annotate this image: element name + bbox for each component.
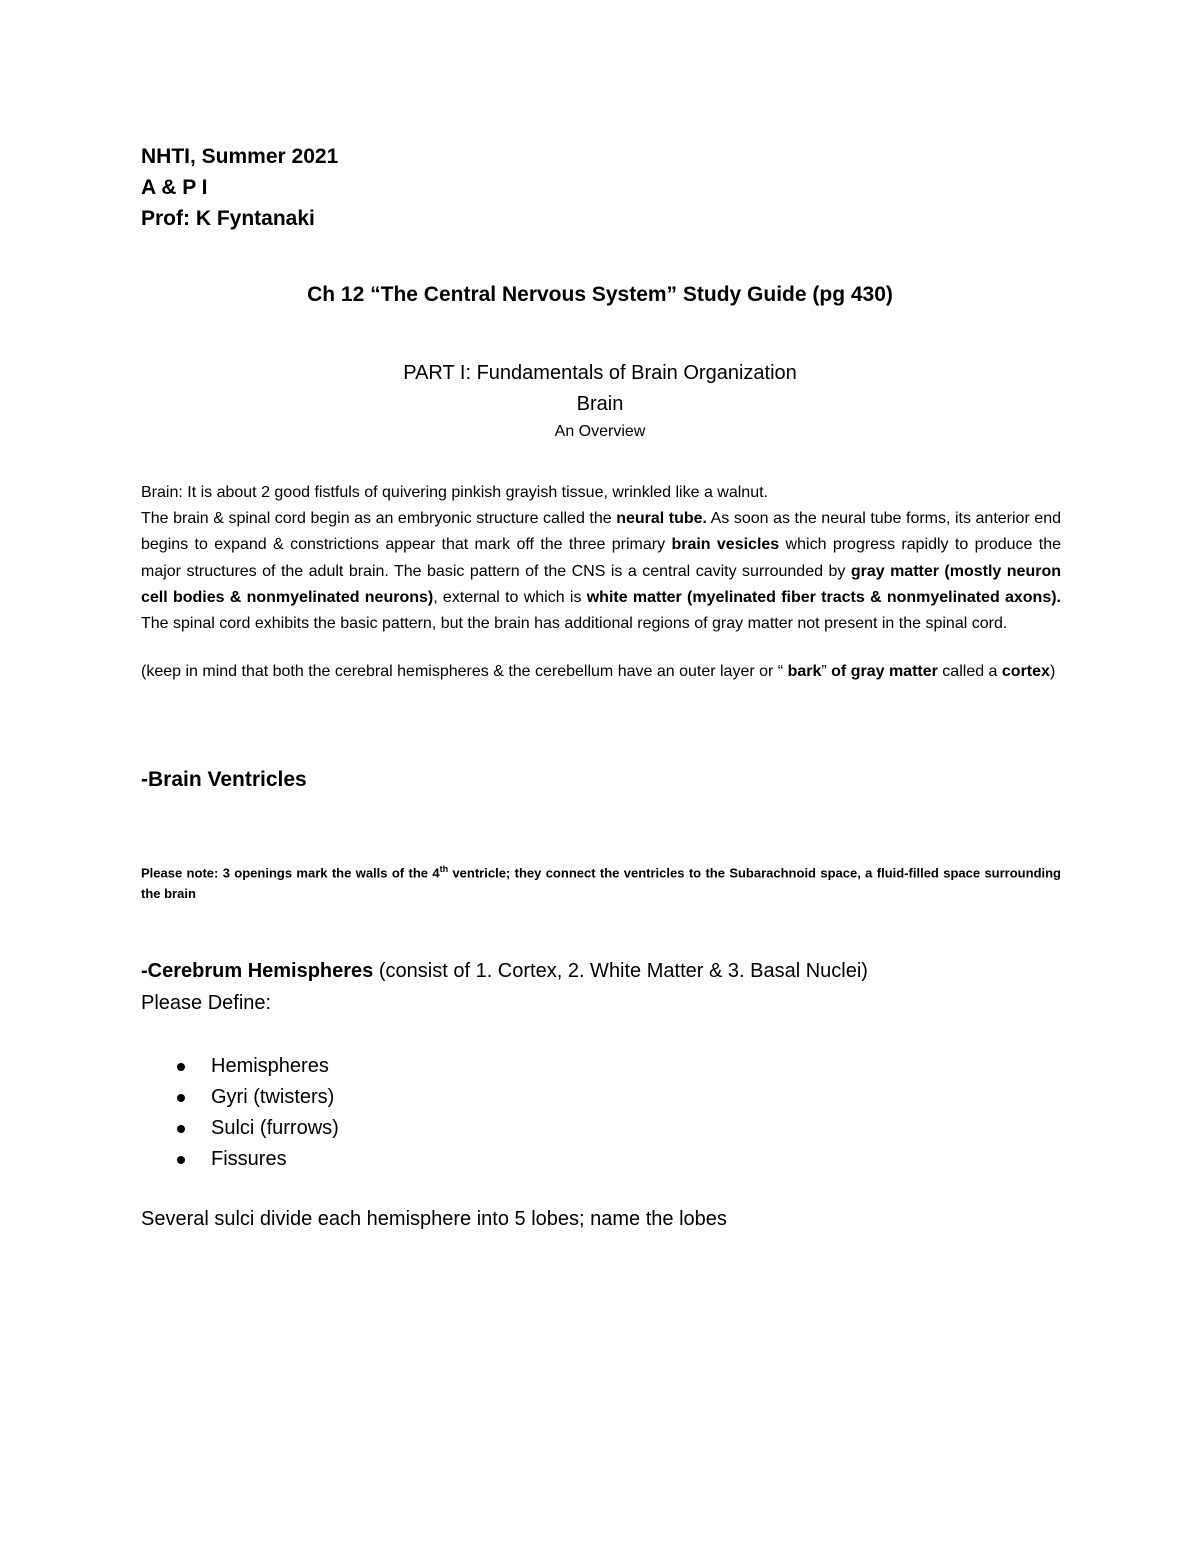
list-item xyxy=(141,1144,339,1175)
terms-list xyxy=(141,1051,339,1175)
text-run: which progress rapidly to produce the major structures of the adult brain. The basic pattern of the CNS is a central cavity surrounded by xyxy=(141,536,1062,580)
section-heading: Brain xyxy=(576,393,624,415)
text-run: Please note: 3 openings mark the walls of the 4 xyxy=(141,865,440,881)
term-white-matter: white matter (myelinated fiber tracts & nonmyelinated axons). xyxy=(586,588,1062,606)
term-label: Fissures xyxy=(211,1148,287,1170)
term-label: Sulci (furrows) xyxy=(211,1117,339,1139)
intro-paragraph-1: Brain: It is about 2 good fistfuls of quivering pinkish grayish tissue, wrinkled like a walnut. xyxy=(141,484,768,501)
list-item xyxy=(141,1051,339,1082)
term-cortex: cortex xyxy=(1001,663,1050,680)
text-run: called a xyxy=(937,663,1002,680)
term-gray-matter: gray matter (mostly neuron cell bodies & nonmyelinated neurons) xyxy=(141,562,1062,606)
brain-ventricles-heading: -Brain Ventricles xyxy=(141,768,307,791)
list-item xyxy=(141,1082,339,1113)
term-label: Hemispheres xyxy=(211,1055,329,1077)
bullet-icon xyxy=(177,1125,185,1133)
text-run: , external to which is xyxy=(433,588,587,606)
text-run: The brain & spinal cord begin as an embryonic structure called the xyxy=(141,510,617,527)
header-professor: Prof: K Fyntanaki xyxy=(141,207,315,230)
list-item xyxy=(141,1113,339,1144)
part-heading: PART I: Fundamentals of Brain Organization xyxy=(403,362,797,384)
term-brain-vesicles: brain vesicles xyxy=(671,536,780,554)
text-run: (keep in mind that both the cerebral hemispheres & the cerebellum have an outer layer or “ xyxy=(141,663,788,680)
header-course: A & P I xyxy=(141,176,208,199)
term-neural-tube: neural tube. xyxy=(616,510,707,527)
ventricles-note xyxy=(141,859,1061,904)
bullet-icon xyxy=(177,1156,185,1164)
cerebrum-heading-rest: (consist of 1. Cortex, 2. White Matter & 3. Basal Nuclei) xyxy=(373,960,868,982)
term-of-gray-matter: of gray matter xyxy=(831,663,938,680)
lobes-prompt: Several sulci divide each hemisphere into 5 lobes; name the lobes xyxy=(141,1208,727,1230)
superscript: th xyxy=(439,864,449,874)
cerebrum-heading-bold: -Cerebrum Hemispheres xyxy=(141,960,374,982)
subsection-heading: An Overview xyxy=(554,423,646,440)
text-run: ) xyxy=(1049,663,1056,680)
text-run: ventricle; they connect the ventricles to the Subarachnoid space, a fluid-filled space surrounding the brain xyxy=(141,865,1062,902)
header-institution-term: NHTI, Summer 2021 xyxy=(141,145,339,168)
term-bark: bark xyxy=(787,663,822,680)
text-run: ” xyxy=(821,663,832,680)
text-run: As soon as the neural tube forms, its anterior end begins to expand & constrictions appear that mark off the three primary xyxy=(141,510,1062,554)
study-guide-title: Ch 12 “The Central Nervous System” Study Guide (pg 430) xyxy=(307,283,893,306)
bullet-icon xyxy=(177,1063,185,1071)
define-prompt: Please Define: xyxy=(141,992,272,1014)
intro-paragraph-2 xyxy=(141,506,1061,637)
text-run: The spinal cord exhibits the basic pattern, but the brain has additional regions of gray matter not present in the spinal cord. xyxy=(141,615,1008,633)
intro-paragraph-3 xyxy=(141,659,1061,685)
course-header xyxy=(141,141,338,234)
cerebrum-heading xyxy=(141,960,868,983)
bullet-icon xyxy=(177,1094,185,1102)
term-label: Gyri (twisters) xyxy=(211,1086,335,1108)
